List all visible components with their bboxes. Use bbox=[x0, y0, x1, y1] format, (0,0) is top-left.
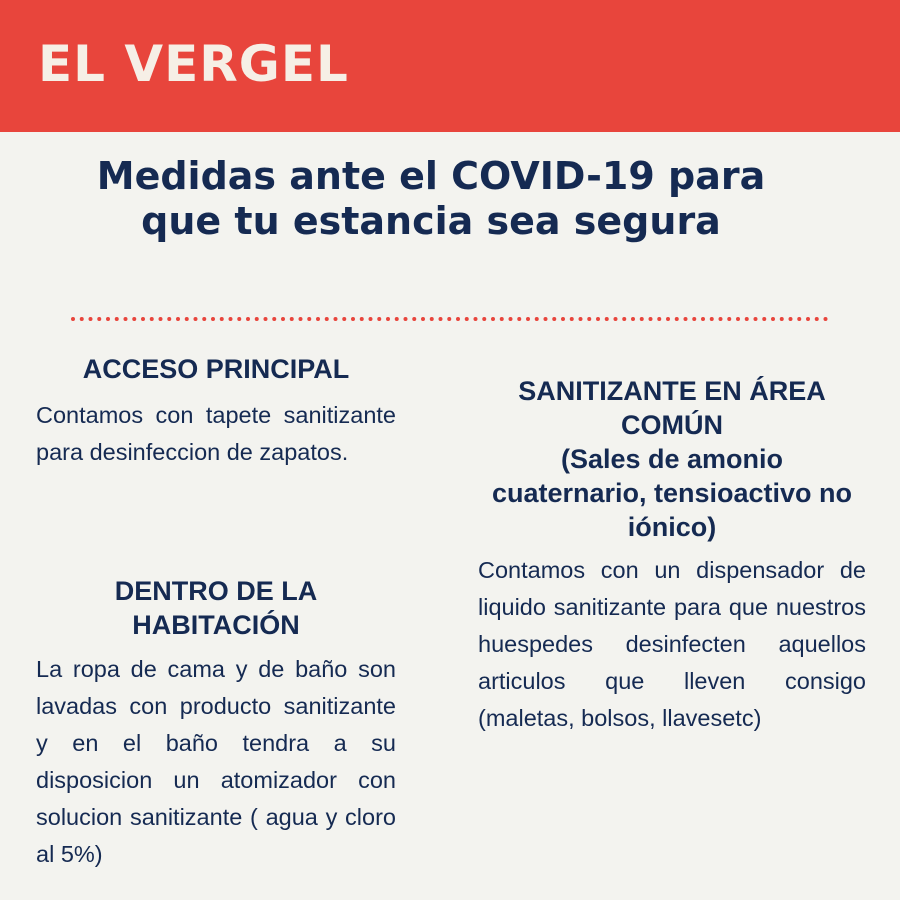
section-subtitle-line-2: cuaternario, tensioactivo no bbox=[491, 478, 853, 508]
dotted-divider bbox=[70, 314, 832, 324]
section-title-acceso-principal: ACCESO PRINCIPAL bbox=[82, 354, 350, 384]
page-headline bbox=[0, 154, 862, 244]
section-title-area-comun-line-1: SANITIZANTE EN ÁREA bbox=[518, 376, 826, 406]
section-title-habitacion-line-2: HABITACIÓN bbox=[132, 610, 300, 640]
section-subtitle-line-3: iónico) bbox=[627, 512, 717, 542]
section-body-acceso-principal: Contamos con tapete sanitizante para desinfeccion de zapatos. bbox=[36, 402, 396, 465]
headline-line-1: Medidas ante el COVID-19 para bbox=[96, 154, 766, 198]
headline-line-2: que tu estancia sea segura bbox=[141, 199, 721, 243]
section-subtitle-line-1: (Sales de amonio bbox=[560, 444, 784, 474]
section-title-area-comun bbox=[478, 374, 866, 544]
section-title-habitacion-line-1: DENTRO DE LA bbox=[114, 576, 318, 606]
section-body-habitacion: La ropa de cama y de baño son lavadas con producto sanitizante y en el baño tendra a su disposicion un atomizador con solucion sanitizante ( agua y cloro al 5%) bbox=[36, 656, 396, 867]
brand-title: EL VERGEL bbox=[38, 35, 349, 93]
section-body-area-comun: Contamos con un dispensador de liquido sanitizante para que nuestros huespedes desinfecten aquellos articulos que lleven consigo (maletas, bolsos, llavesetc) bbox=[478, 557, 866, 731]
section-title-habitacion bbox=[36, 574, 396, 642]
section-title-area-comun-line-2: COMÚN bbox=[621, 410, 723, 440]
